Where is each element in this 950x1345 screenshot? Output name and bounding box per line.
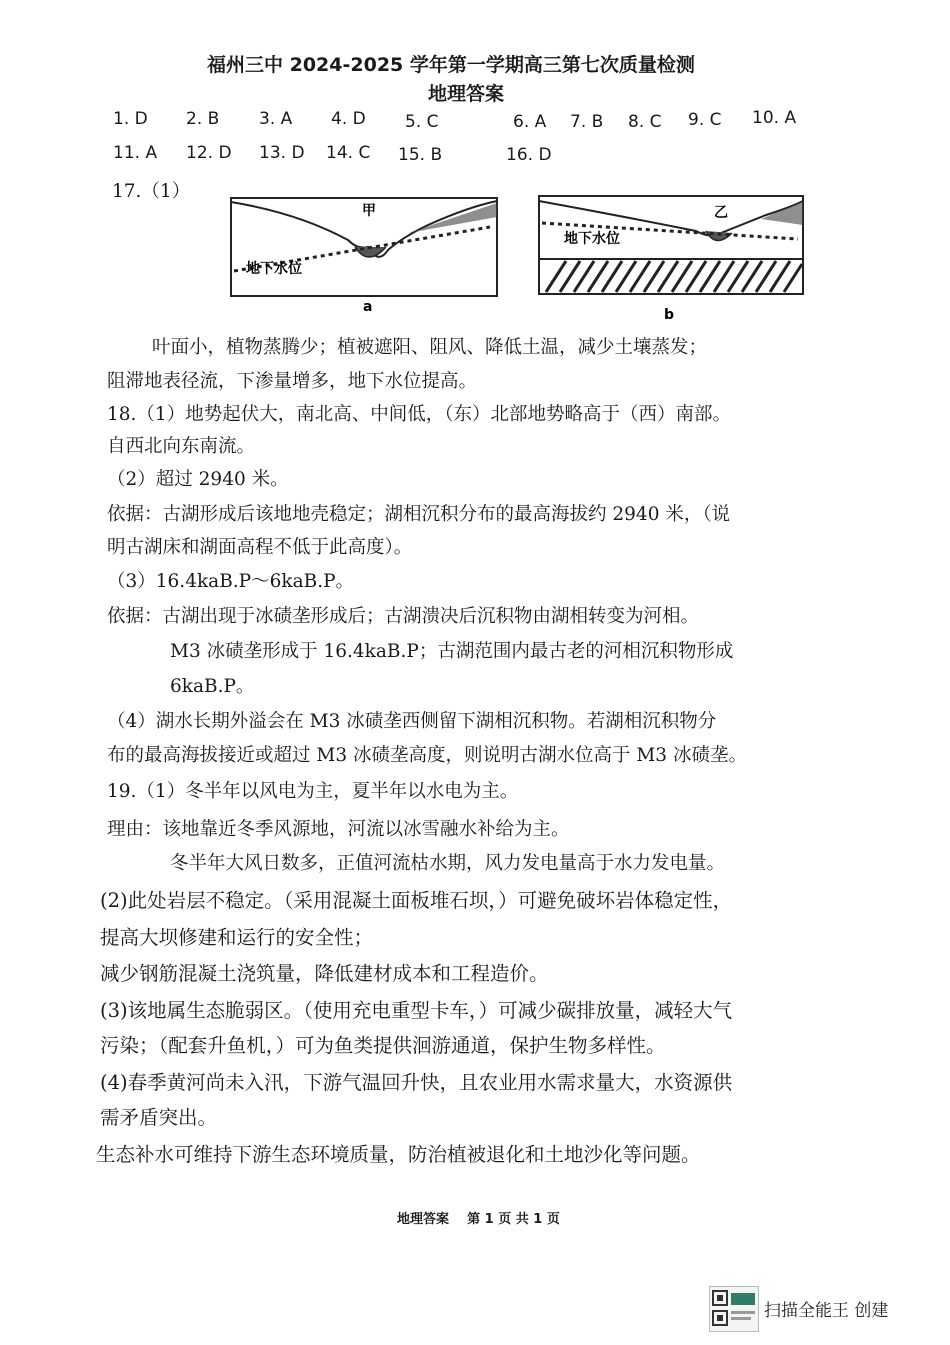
q18-line: （3）16.4kaB.P～6kaB.P。 <box>107 571 355 592</box>
q17-text-line: 叶面小，植物蒸腾少；植被遮阳、阻风、降低土温，减少土壤蒸发； <box>152 337 708 358</box>
q18-line: 自西北向东南流。 <box>107 436 256 457</box>
answer-item: 5. C <box>405 112 439 132</box>
q17-text-line: 阻滞地表径流，下渗量增多，地下水位提高。 <box>107 371 478 392</box>
page-footer: 地理答案 第 1 页 共 1 页 <box>397 1212 560 1227</box>
answer-item: 11. A <box>113 143 158 163</box>
page-subtitle: 地理答案 <box>428 83 505 105</box>
q19-line: 理由：该地靠近冬季风源地，河流以冰雪融水补给为主。 <box>107 819 570 840</box>
q18-line: M3 冰碛垄形成于 16.4kaB.P；古湖范围内最古老的河相沉积物形成 <box>170 641 734 662</box>
q19-line: 19.（1）冬半年以风电为主，夏半年以水电为主。 <box>107 781 519 802</box>
q19-line: (4)春季黄河尚未入汛，下游气温回升快，且农业用水需求量大，水资源供 <box>100 1071 733 1094</box>
answer-item: 12. D <box>186 143 232 163</box>
answer-item: 3. A <box>259 109 293 129</box>
answer-item: 16. D <box>506 145 552 165</box>
q19-line: 减少钢筋混凝土浇筑量，降低建材成本和工程造价。 <box>100 962 549 985</box>
q19-line: 冬半年大风日数多，正值河流枯水期，风力发电量高于水力发电量。 <box>170 853 726 874</box>
answer-item: 8. C <box>628 112 662 132</box>
diagram-b-top-label: 乙 <box>714 205 728 221</box>
answer-item: 14. C <box>326 143 371 163</box>
answer-item: 6. A <box>513 112 547 132</box>
groundwater-diagram-b <box>536 193 808 323</box>
answer-item: 1. D <box>113 109 148 129</box>
q18-line: 布的最高海拔接近或超过 M3 冰碛垄高度，则说明古湖水位高于 M3 冰碛垄。 <box>107 745 747 766</box>
q18-line: 依据：古湖形成后该地地壳稳定；湖相沉积分布的最高海拔约 2940 米，（说 <box>107 504 731 525</box>
diagram-a-top-label: 甲 <box>362 203 376 219</box>
answer-item: 9. C <box>688 110 722 130</box>
q19-line: 污染；（配套升鱼机，）可为鱼类提供洄游通道，保护生物多样性。 <box>100 1034 666 1057</box>
q19-line: 提高大坝修建和运行的安全性； <box>100 926 374 949</box>
scanner-watermark: 扫描全能王 创建 <box>764 1301 889 1321</box>
answer-item: 15. B <box>398 145 443 165</box>
q19-line: 需矛盾突出。 <box>100 1106 218 1129</box>
answer-item: 2. B <box>186 109 220 129</box>
page-title: 福州三中 2024-2025 学年第一学期高三第七次质量检测 <box>207 54 695 76</box>
groundwater-diagram-a <box>228 195 500 315</box>
q19-line: (3)该地属生态脆弱区。（使用充电重型卡车，）可减少碳排放量，减轻大气 <box>100 999 733 1022</box>
diagram-b-caption: b <box>664 307 675 323</box>
q18-line: 6kaB.P。 <box>170 676 255 697</box>
diagram-a-caption: a <box>363 299 373 315</box>
answer-item: 7. B <box>570 112 604 132</box>
q19-line: 生态补水可维持下游生态环境质量，防治植被退化和土地沙化等问题。 <box>96 1143 701 1166</box>
diagram-b-water-label: 地下水位 <box>564 231 620 247</box>
answer-item: 10. A <box>752 108 797 128</box>
answer-item: 4. D <box>331 109 366 129</box>
diagram-a-water-label: 地下水位 <box>246 261 302 277</box>
answer-item: 13. D <box>259 143 305 163</box>
q18-line: 18.（1）地势起伏大，南北高、中间低，（东）北部地势略高于（西）南部。 <box>107 404 731 425</box>
q18-line: （2）超过 2940 米。 <box>107 469 289 490</box>
q18-line: 明古湖床和湖面高程不低于此高度）。 <box>107 537 413 558</box>
q18-line: 依据：古湖出现于冰碛垄形成后；古湖溃决后沉积物由湖相转变为河相。 <box>107 606 700 627</box>
q18-line: （4）湖水长期外溢会在 M3 冰碛垄西侧留下湖相沉积物。若湖相沉积物分 <box>107 711 717 732</box>
q17-label: 17.（1） <box>112 181 191 202</box>
q19-line: (2)此处岩层不稳定。（采用混凝土面板堆石坝，）可避免破坏岩体稳定性， <box>100 889 733 912</box>
qr-code-icon <box>709 1286 759 1332</box>
